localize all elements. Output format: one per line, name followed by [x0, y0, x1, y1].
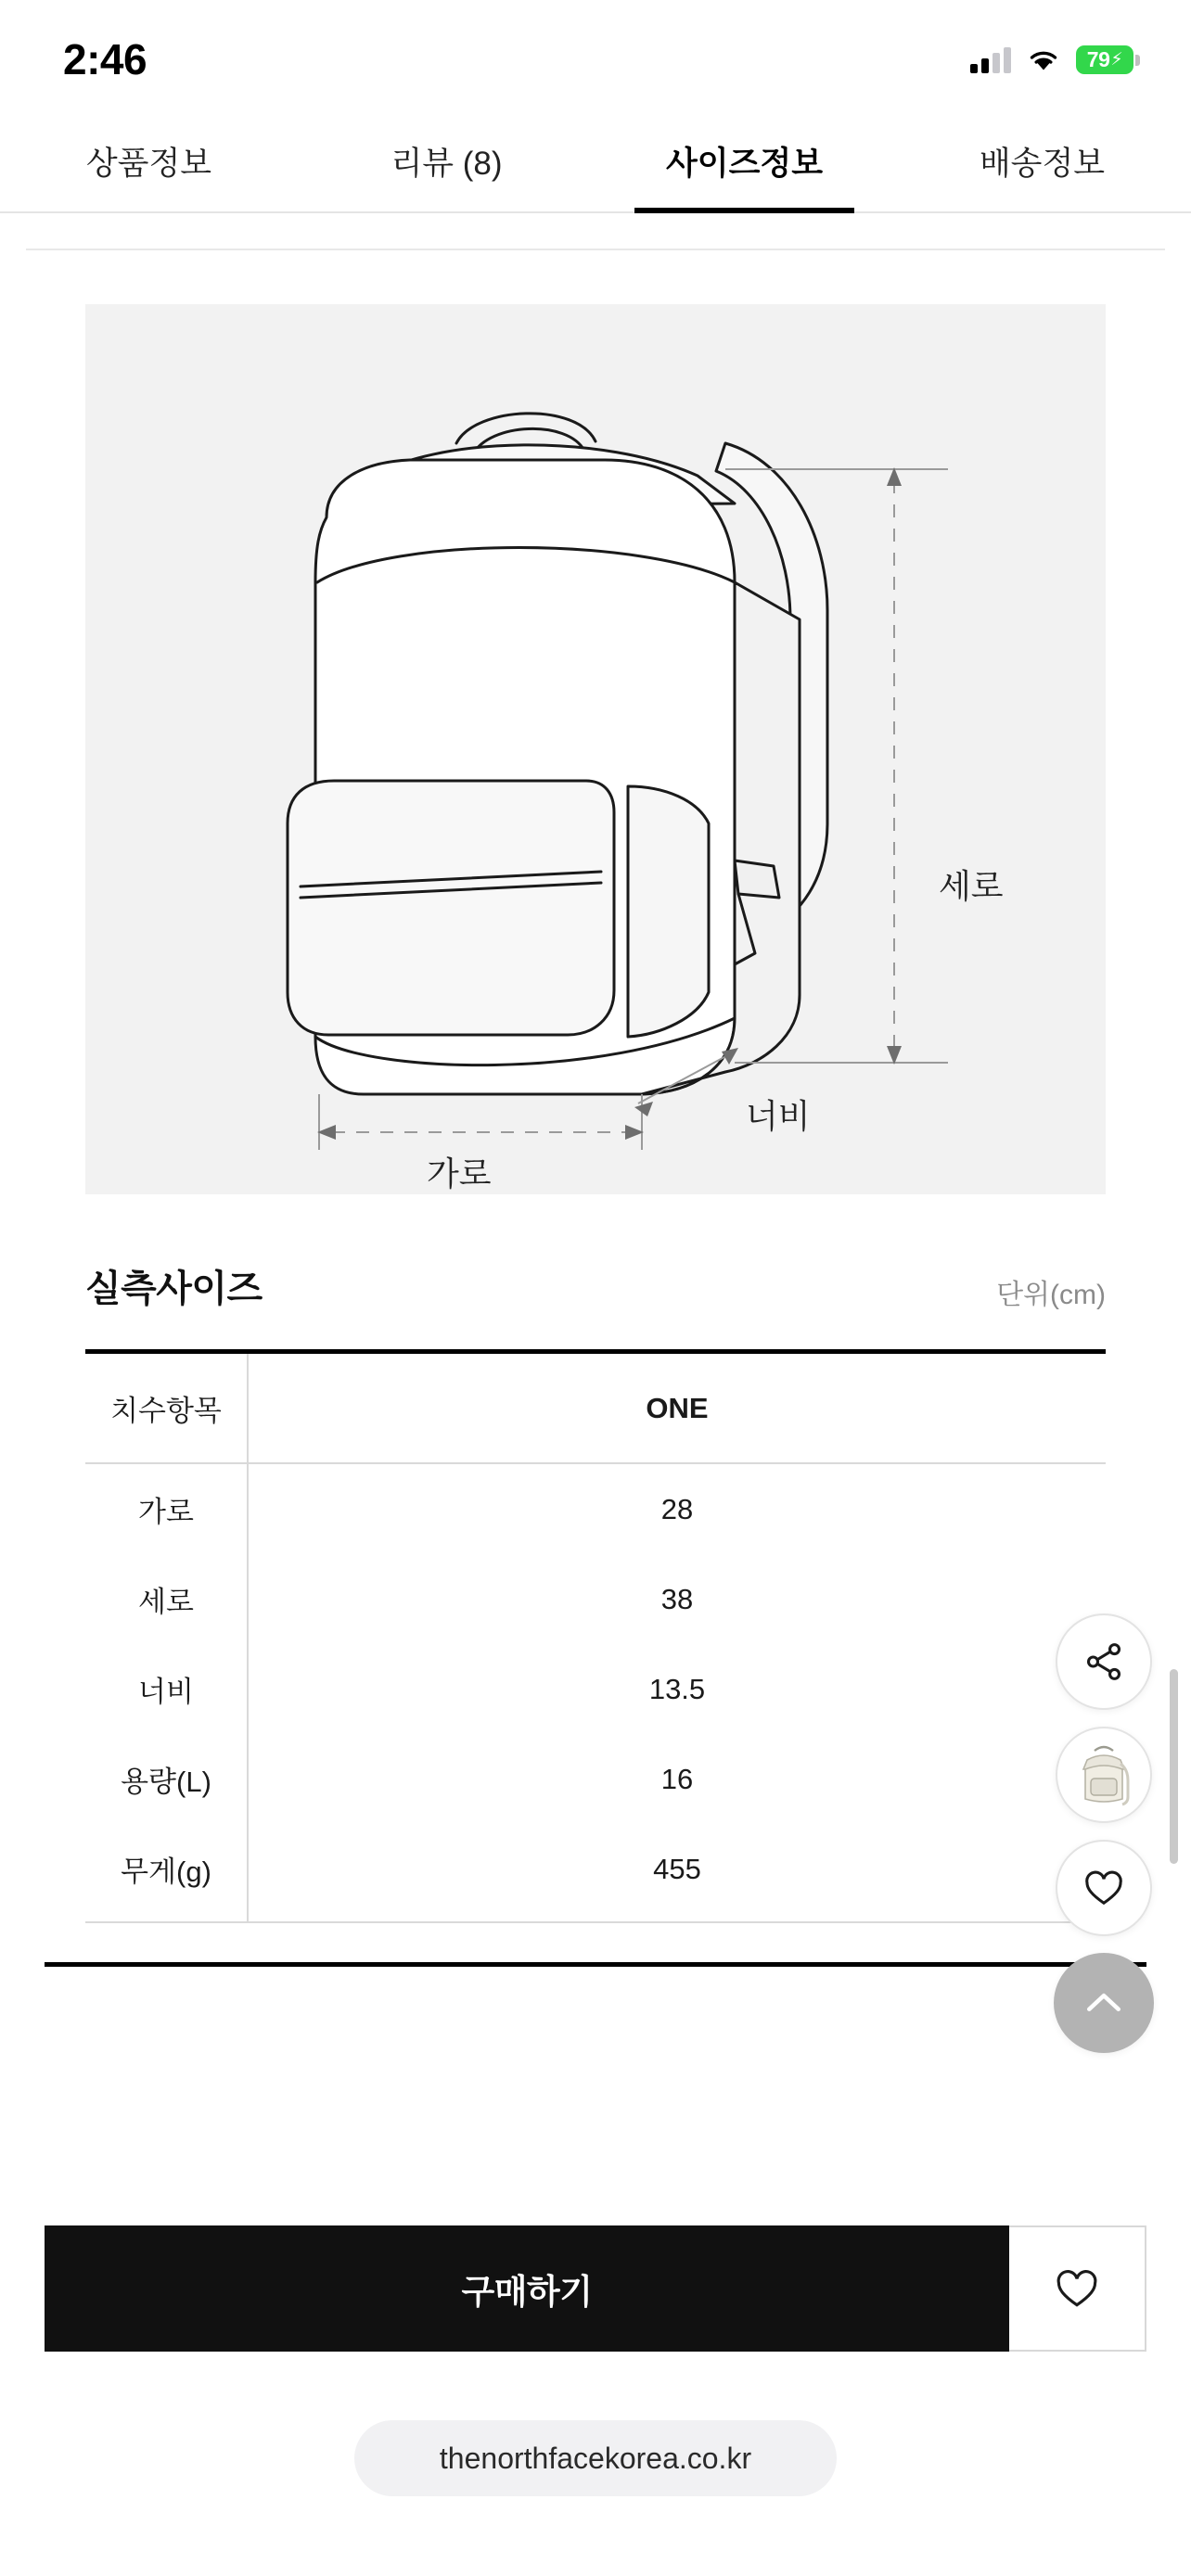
tab-reviews[interactable]: [298, 111, 596, 211]
browser-url-bar[interactable]: [354, 2420, 837, 2496]
share-icon: [1082, 1640, 1125, 1683]
wishlist-button[interactable]: [1056, 1840, 1152, 1936]
row-label: 용량(L): [85, 1734, 248, 1824]
battery-indicator: 79 ⚡: [1076, 45, 1133, 74]
section-divider: [26, 249, 1165, 250]
table-row: [85, 1824, 1106, 1921]
product-detail-tabbar[interactable]: [0, 111, 1191, 213]
tab-label: 사이즈정보: [665, 146, 824, 182]
row-label: 세로: [85, 1554, 248, 1644]
row-value: 28: [660, 1492, 694, 1525]
heart-icon: [1082, 1867, 1125, 1909]
row-value: 455: [653, 1852, 701, 1885]
bottom-bar: [0, 2177, 1191, 2576]
measurement-table: [85, 1349, 1106, 1921]
tab-label: 상품정보: [85, 146, 212, 182]
size-table-header: [85, 1259, 1106, 1312]
cellular-icon: [970, 45, 1011, 73]
tab-size-info[interactable]: [596, 111, 893, 211]
product-thumbnail-button[interactable]: [1056, 1727, 1152, 1823]
battery-percent: 79: [1086, 46, 1110, 71]
page-scrollbar[interactable]: [1170, 1669, 1178, 1864]
purchase-row: [45, 2225, 1146, 2352]
table-row: [85, 1644, 1106, 1734]
wifi-icon: [1026, 46, 1061, 72]
chevron-up-icon: [1079, 1978, 1129, 2028]
svg-text:세로: 세로: [939, 867, 1004, 905]
row-value: 38: [660, 1582, 694, 1615]
row-label: 가로: [85, 1463, 248, 1554]
tab-label: 리뷰 (8): [391, 146, 503, 182]
wishlist-toggle-button[interactable]: [1009, 2225, 1146, 2352]
buy-button-label: 구매하기: [461, 2273, 593, 2311]
table-bottom-border: [85, 1921, 1106, 1923]
status-indicators: [970, 45, 1133, 74]
row-value: 13.5: [648, 1672, 706, 1705]
buy-button[interactable]: [45, 2225, 1009, 2352]
svg-text:가로: 가로: [427, 1154, 492, 1192]
row-value: 16: [660, 1762, 694, 1795]
row-label: 무게(g): [85, 1824, 248, 1921]
tab-shipping-info[interactable]: [893, 111, 1191, 211]
table-row: [85, 1554, 1106, 1644]
tab-label: 배송정보: [979, 146, 1106, 182]
table-header-measure: 치수항목: [85, 1352, 248, 1464]
table-row: [85, 1734, 1106, 1824]
heart-icon: [1054, 2265, 1100, 2312]
svg-text:너비: 너비: [746, 1097, 811, 1135]
size-diagram: [85, 304, 1106, 1194]
table-header-row: [85, 1352, 1106, 1464]
status-time: 2:46: [63, 35, 147, 83]
floating-action-buttons: [1054, 1613, 1154, 2053]
table-header-one: ONE: [248, 1352, 1106, 1464]
table-row: [85, 1463, 1106, 1554]
share-button[interactable]: [1056, 1613, 1152, 1710]
row-label: 너비: [85, 1644, 248, 1734]
backpack-thumbnail: [1059, 1730, 1148, 1819]
page-title: 실측사이즈: [85, 1269, 263, 1309]
section-end-divider: [45, 1962, 1146, 1967]
status-bar: [0, 0, 1191, 111]
size-unit-label: 단위(cm): [996, 1280, 1106, 1310]
url-text: thenorthfacekorea.co.kr: [439, 2441, 752, 2475]
scroll-to-top-button[interactable]: [1054, 1953, 1154, 2053]
tab-product-info[interactable]: [0, 111, 298, 211]
